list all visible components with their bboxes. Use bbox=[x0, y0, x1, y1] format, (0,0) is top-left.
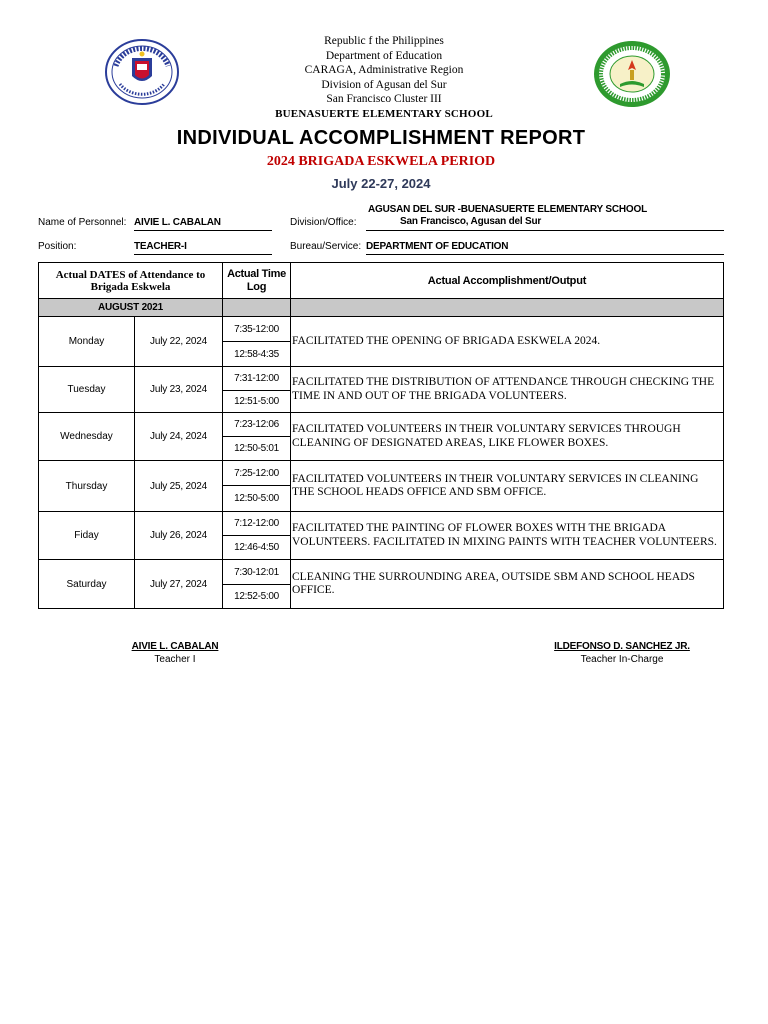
name-value: AIVIE L. CABALAN bbox=[134, 217, 272, 231]
output-cell: FACILITATED THE DISTRIBUTION OF ATTENDANCE THROUGH CHECKING THE TIME IN AND OUT OF THE BRIGADA VOLUNTEERS. bbox=[291, 367, 724, 413]
signature-right bbox=[532, 641, 712, 665]
position-label: Position: bbox=[38, 241, 77, 252]
time-in-cell: 7:12-12:00 bbox=[223, 512, 291, 536]
letterhead-line: CARAGA, Administrative Region bbox=[304, 64, 464, 77]
signatory-role: Teacher In-Charge bbox=[580, 654, 664, 665]
table-row bbox=[39, 560, 724, 585]
output-cell: FACILITATED THE OPENING OF BRIGADA ESKWELA 2024. bbox=[291, 317, 724, 367]
report-date-range: July 22-27, 2024 bbox=[331, 176, 431, 191]
letterhead-line: Department of Education bbox=[325, 49, 443, 62]
time-out-cell: 12:50-5:01 bbox=[223, 437, 291, 461]
bureau-label: Bureau/Service: bbox=[290, 241, 362, 252]
time-out-cell: 12:50-5:00 bbox=[223, 486, 291, 512]
day-cell: Fiday bbox=[39, 512, 135, 560]
signatory-name: AIVIE L. CABALAN bbox=[131, 641, 219, 652]
letterhead-line: Republic f the Philippines bbox=[324, 35, 444, 47]
month-label: AUGUST 2021 bbox=[39, 299, 223, 317]
day-cell: Monday bbox=[39, 317, 135, 367]
letterhead-line: Division of Agusan del Sur bbox=[321, 78, 447, 91]
letterhead bbox=[0, 34, 768, 122]
month-spacer bbox=[291, 299, 724, 317]
output-cell: CLEANING THE SURROUNDING AREA, OUTSIDE SBM AND SCHOOL HEADS OFFICE. bbox=[291, 560, 724, 609]
signatory-role: Teacher I bbox=[154, 654, 196, 665]
table-row bbox=[39, 512, 724, 536]
time-in-cell: 7:25-12:00 bbox=[223, 461, 291, 486]
day-cell: Tuesday bbox=[39, 367, 135, 413]
date-cell: July 26, 2024 bbox=[135, 512, 223, 560]
time-out-cell: 12:46-4:50 bbox=[223, 536, 291, 560]
date-cell: July 24, 2024 bbox=[135, 413, 223, 461]
table-row bbox=[39, 413, 724, 437]
table-header-row bbox=[39, 263, 724, 299]
date-cell: July 25, 2024 bbox=[135, 461, 223, 512]
output-cell: FACILITATED VOLUNTEERS IN THEIR VOLUNTARY SERVICES IN CLEANING THE SCHOOL HEADS OFFICE AND SBM OFFICE. bbox=[291, 461, 724, 512]
time-in-cell: 7:31-12:00 bbox=[223, 367, 291, 391]
output-cell: FACILITATED THE PAINTING OF FLOWER BOXES WITH THE BRIGADA VOLUNTEERS. FACILITATED IN MIXING PAINTS WITH TEACHER VOLUNTEERS. bbox=[291, 512, 724, 560]
header-attendance: Actual DATES of Attendance to Brigada Eskwela bbox=[39, 263, 223, 299]
signatory-name: ILDEFONSO D. SANCHEZ JR. bbox=[554, 641, 690, 652]
time-in-cell: 7:23-12:06 bbox=[223, 413, 291, 437]
division-label: Division/Office: bbox=[290, 217, 357, 228]
time-out-cell: 12:52-5:00 bbox=[223, 585, 291, 609]
month-row bbox=[39, 299, 724, 317]
time-out-cell: 12:58-4:35 bbox=[223, 342, 291, 367]
output-cell: FACILITATED VOLUNTEERS IN THEIR VOLUNTARY SERVICES THROUGH CLEANING OF DESIGNATED AREAS, LIKE FLOWER BOXES. bbox=[291, 413, 724, 461]
table-row bbox=[39, 461, 724, 486]
letterhead-line: San Francisco Cluster III bbox=[326, 93, 442, 106]
bureau-value: DEPARTMENT OF EDUCATION bbox=[366, 241, 724, 255]
school-name: BUENASUERTE ELEMENTARY SCHOOL bbox=[275, 107, 493, 120]
division-value bbox=[366, 204, 724, 231]
date-cell: July 22, 2024 bbox=[135, 317, 223, 367]
day-cell: Wednesday bbox=[39, 413, 135, 461]
division-value-line1: AGUSAN DEL SUR -BUENASUERTE ELEMENTARY SCHOOL bbox=[368, 204, 647, 215]
date-cell: July 27, 2024 bbox=[135, 560, 223, 609]
header-accomplishment: Actual Accomplishment/Output bbox=[291, 263, 724, 299]
signature-left bbox=[100, 641, 250, 665]
day-cell: Saturday bbox=[39, 560, 135, 609]
division-value-line2: San Francisco, Agusan del Sur bbox=[400, 216, 542, 227]
position-value: TEACHER-I bbox=[134, 241, 272, 255]
header-time-log: Actual Time Log bbox=[223, 263, 291, 299]
table-row bbox=[39, 317, 724, 342]
date-cell: July 23, 2024 bbox=[135, 367, 223, 413]
time-in-cell: 7:30-12:01 bbox=[223, 560, 291, 585]
name-label: Name of Personnel: bbox=[38, 217, 127, 228]
table-row bbox=[39, 367, 724, 391]
report-subtitle: 2024 BRIGADA ESKWELA PERIOD bbox=[266, 154, 496, 169]
time-in-cell: 7:35-12:00 bbox=[223, 317, 291, 342]
day-cell: Thursday bbox=[39, 461, 135, 512]
accomplishment-table bbox=[38, 262, 724, 609]
month-spacer bbox=[223, 299, 291, 317]
time-out-cell: 12:51-5:00 bbox=[223, 391, 291, 413]
report-title: INDIVIDUAL ACCOMPLISHMENT REPORT bbox=[176, 127, 586, 149]
